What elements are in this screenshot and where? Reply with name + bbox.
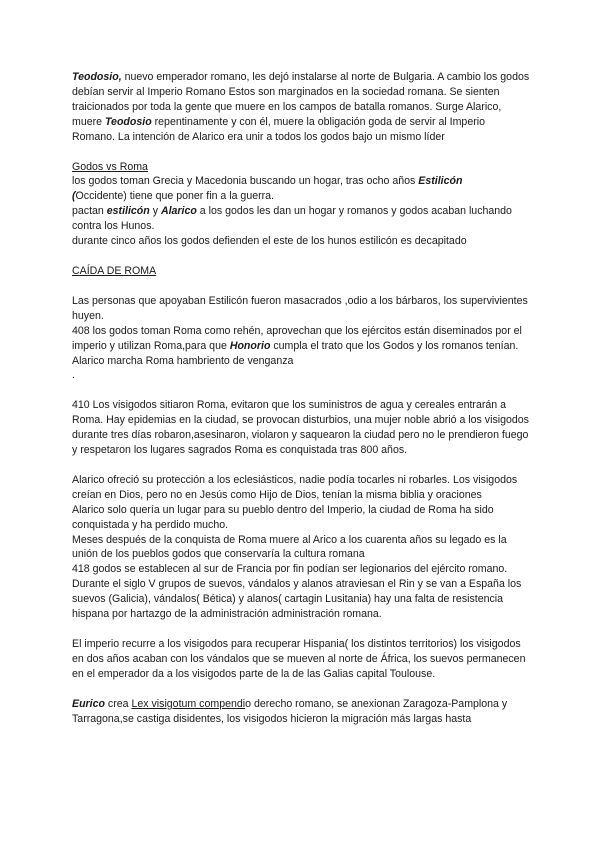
name-teodosio-2: Teodosio [104, 115, 152, 128]
intro-text-1: nuevo emperador romano, les dejó instalarse al norte de Bulgaria. A cambio los godos debían servir al Imperio Romano Estos son marginados en la sociedad romana. Se sienten traicionados por toda la gente que muere en los campos de batalla romanos. Surge Alarico, muere [72, 71, 530, 128]
name-alarico: Alarico [160, 205, 197, 218]
paragraph-caida-2 [72, 324, 530, 384]
caida-2-text: 408 los godos toman Roma como rehén, aprovechan que los ejércitos están diseminados por el imperio y utilizan Roma,para que [72, 324, 522, 352]
paragraph-caida-10 [72, 697, 530, 727]
caida-2-dot: . [72, 369, 75, 382]
paragraph-caida-4: Alarico ofreció su protección a los eclesiásticos, nadie podía tocarles ni robarles. Los visigodos creían en Dios, pero no en Jesús como Hijo de Dios, tenían la misma biblia y oraciones [72, 473, 518, 501]
paragraph-caida-6: Meses después de la conquista de Roma muere al Arico a los cuarenta años su legado es la unión de los pueblos godos que conservaría la cultura romana [72, 533, 507, 561]
paren-open: ( [72, 190, 76, 203]
godos-2-text-2: a los godos les dan un hogar y romanos y godos acaban luchando contra los Hunos. [72, 205, 512, 233]
name-estilicon: Estilicón [418, 175, 463, 188]
lex-visigotum-link[interactable]: Lex visigotum compendi [131, 697, 246, 710]
paragraph-caida-9: El imperio recurre a los visigodos para recuperar Hispania( los distintos territorios) los visigodos en dos años acaban con los vándalos que se mueven al norte de África, los suevos permanecen en el emperador da a los visigodos parte de la de las Galias capital Toulouse. [72, 638, 526, 680]
godos-1-text-2: Occidente) tiene que poner fin a la guerra. [75, 190, 274, 203]
intro-text-2: repentinamente y con él, muere la obligación goda de servir al Imperio Romano. La intención de Alarico era unir a todos los godos bajo un mismo líder [72, 115, 485, 143]
godos-1-text: los godos toman Grecia y Macedonia buscando un hogar, tras ocho años [72, 175, 419, 188]
caida-10-text-2: o derecho romano, se anexionan Zaragoza-Pamplona y Tarragona,se castiga disidentes, los visigodos hicieron la migración más largas hasta [72, 697, 508, 725]
godos-2-text: pactan [72, 205, 107, 218]
paragraph-godos-1 [72, 174, 530, 204]
paragraph-caida-8: Durante el siglo V grupos de suevos, vándalos y alanos atraviesan el Rin y se van a España los suevos (Galicia), vándalos( Bética) y alanos( cartagin Lusitania) hay una falta de resistencia hispana por hartazgo de la administración administración romana. [72, 578, 522, 621]
name-estilicon-2: estilicón [106, 205, 150, 218]
godos-2-mid: y [149, 205, 161, 218]
heading-godos-vs-roma: Godos vs Roma [72, 160, 148, 173]
paragraph-caida-3: 410 Los visigodos sitiaron Roma, evitaron que los suministros de agua y cereales entrarán a Roma. Hay epidemias en la ciudad, se provocan disturbios, una mujer noble abrió a los visigodos durante tres días robaron,asesinaron, violaron y saquearon la ciudad pero no le prendieron fuego y respetaron los lugares sagrados Roma es conquistada tras 800 años. [72, 399, 529, 457]
paragraph-caida-7: 418 godos se establecen al sur de Francia por fin podían ser legionarios del ejército romano. [72, 563, 508, 576]
paragraph-godos-2 [72, 204, 530, 234]
name-honorio: Honorio [229, 339, 271, 352]
name-teodosio: Teodosio, [72, 71, 122, 83]
paragraph-caida-5: Alarico solo quería un lugar para su pueblo dentro del Imperio, la ciudad de Roma ha sido conquistada y ha perdido mucho. [72, 503, 494, 531]
paragraph-intro [72, 70, 530, 145]
document-page [72, 70, 530, 727]
paragraph-caida-1: Las personas que apoyaban Estilicón fueron masacrados ,odio a los bárbaros, los supervivientes huyen. [72, 294, 528, 322]
heading-caida-de-roma: CAÍDA DE ROMA [72, 264, 157, 277]
caida-2-text-2: cumpla el trato que los Godos y los romanos tenían. Alarico marcha Roma hambriento de venganza [72, 339, 519, 367]
caida-10-text: crea [104, 697, 132, 710]
name-eurico: Eurico [72, 697, 105, 710]
paragraph-godos-3: durante cinco años los godos defienden el este de los hunos estilicón es decapitado [72, 235, 467, 248]
